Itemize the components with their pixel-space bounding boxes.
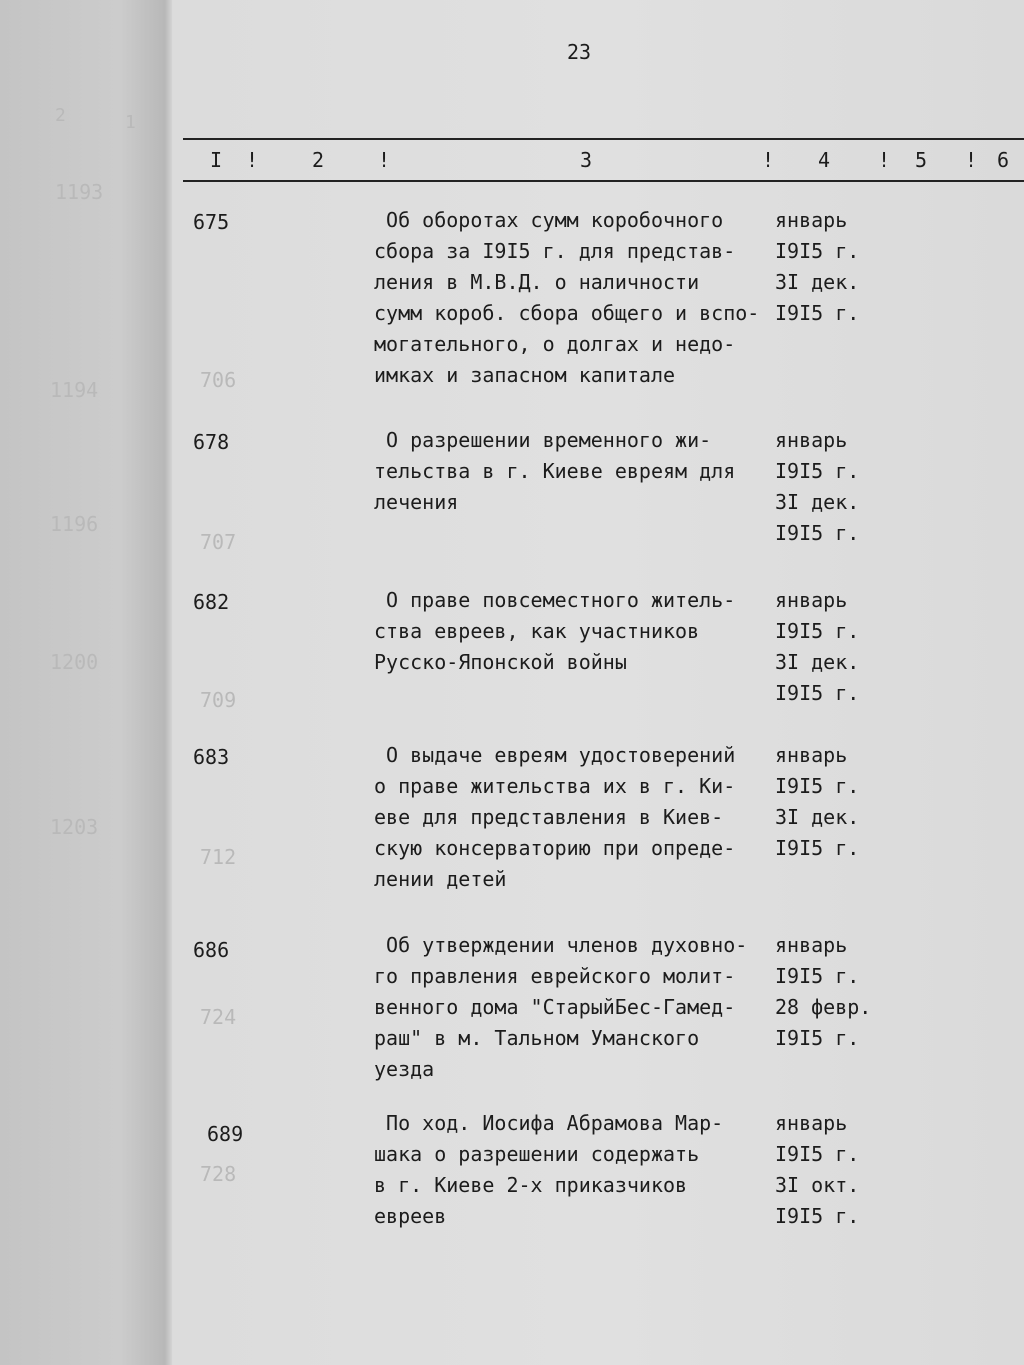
record-description (374, 585, 769, 678)
table-header (0, 148, 1024, 176)
header-col-2: 2 (312, 148, 325, 172)
page-number: 23 (567, 40, 592, 64)
date-line: I9I5 г. (775, 301, 860, 325)
description-line: в г. Киеве 2-х приказчиков (374, 1173, 688, 1197)
date-line: 28 февр. (775, 995, 872, 1019)
description-line: раш" в м. Тальном Уманского (374, 1026, 700, 1050)
description-line: скую консерваторию при опреде- (374, 836, 736, 860)
description-line: уезда (374, 1057, 435, 1081)
date-line: январь (775, 1111, 848, 1135)
left-page-number: 1193 (55, 180, 104, 204)
bleed-through-number: 724 (200, 1005, 237, 1029)
date-line: январь (775, 588, 848, 612)
bleed-through-number: 706 (200, 368, 237, 392)
description-line: О праве повсеместного житель- (374, 588, 736, 612)
description-line: тельства в г. Киеве евреям для (374, 459, 736, 483)
date-line: 3I дек. (775, 490, 860, 514)
record-description (374, 425, 769, 518)
left-page-number: 1203 (50, 815, 99, 839)
date-line: I9I5 г. (775, 521, 860, 545)
record-description (374, 930, 769, 1085)
date-line: I9I5 г. (775, 1142, 860, 1166)
record-dates (775, 740, 885, 864)
description-line: о праве жительства их в г. Ки- (374, 774, 736, 798)
header-separator: ! (762, 148, 775, 172)
left-page-header-1: 1 (125, 112, 136, 133)
header-separator: ! (878, 148, 891, 172)
header-col-6: 6 (997, 148, 1010, 172)
description-line: евреев (374, 1204, 447, 1228)
left-page-edge (0, 0, 172, 1365)
description-line: сумм короб. сбора общего и вспо- (374, 301, 760, 325)
header-col-3: 3 (580, 148, 593, 172)
bleed-through-number: 728 (200, 1162, 237, 1186)
record-number: 682 (193, 590, 230, 614)
description-line: могательного, о долгах и недо- (374, 332, 736, 356)
record-number: 675 (193, 210, 230, 234)
record-dates (775, 425, 885, 549)
bleed-through-number: 707 (200, 530, 237, 554)
record-description (374, 205, 769, 391)
date-line: I9I5 г. (775, 681, 860, 705)
description-line: Русско-Японской войны (374, 650, 627, 674)
record-dates (775, 930, 885, 1054)
description-line: ления в М.В.Д. о наличности (374, 270, 700, 294)
header-separator: ! (378, 148, 391, 172)
date-line: I9I5 г. (775, 836, 860, 860)
description-line: Об оборотах сумм коробочного (374, 208, 724, 232)
header-separator: ! (965, 148, 978, 172)
date-line: I9I5 г. (775, 1026, 860, 1050)
date-line: I9I5 г. (775, 619, 860, 643)
date-line: 3I дек. (775, 805, 860, 829)
record-number: 686 (193, 938, 230, 962)
date-line: I9I5 г. (775, 1204, 860, 1228)
record-dates (775, 1108, 885, 1232)
date-line: 3I окт. (775, 1173, 860, 1197)
description-line: По ход. Иосифа Абрамова Мар- (374, 1111, 724, 1135)
record-description (374, 1108, 769, 1232)
date-line: январь (775, 428, 848, 452)
date-line: январь (775, 933, 848, 957)
header-col-5: 5 (915, 148, 928, 172)
record-dates (775, 585, 885, 709)
date-line: 3I дек. (775, 650, 860, 674)
header-separator: ! (246, 148, 259, 172)
description-line: О выдаче евреям удостоверений (374, 743, 736, 767)
date-line: I9I5 г. (775, 239, 860, 263)
header-col-1: I (210, 148, 223, 172)
bleed-through-number: 709 (200, 688, 237, 712)
left-page-number: 1196 (50, 512, 99, 536)
left-page-number: 1194 (50, 378, 99, 402)
date-line: январь (775, 208, 848, 232)
description-line: еве для представления в Киев- (374, 805, 724, 829)
description-line: венного дома "СтарыйБес-Гамед- (374, 995, 736, 1019)
date-line: I9I5 г. (775, 964, 860, 988)
date-line: 3I дек. (775, 270, 860, 294)
date-line: январь (775, 743, 848, 767)
record-number: 678 (193, 430, 230, 454)
left-page-number: 1200 (50, 650, 99, 674)
description-line: лении детей (374, 867, 507, 891)
record-number: 689 (207, 1122, 244, 1146)
date-line: I9I5 г. (775, 774, 860, 798)
description-line: лечения (374, 490, 459, 514)
date-line: I9I5 г. (775, 459, 860, 483)
left-page-header-2: 2 (55, 105, 66, 126)
description-line: го правления еврейского молит- (374, 964, 736, 988)
record-number: 683 (193, 745, 230, 769)
description-line: Об утверждении членов духовно- (374, 933, 748, 957)
description-line: имках и запасном капитале (374, 363, 676, 387)
description-line: ства евреев, как участников (374, 619, 700, 643)
description-line: О разрешении временного жи- (374, 428, 712, 452)
record-dates (775, 205, 885, 329)
description-line: шака о разрешении содержать (374, 1142, 700, 1166)
header-col-4: 4 (818, 148, 831, 172)
table-header-bottom-rule (183, 180, 1024, 182)
record-description (374, 740, 769, 895)
description-line: сбора за I9I5 г. для представ- (374, 239, 736, 263)
bleed-through-number: 712 (200, 845, 237, 869)
table-top-rule (183, 138, 1024, 140)
